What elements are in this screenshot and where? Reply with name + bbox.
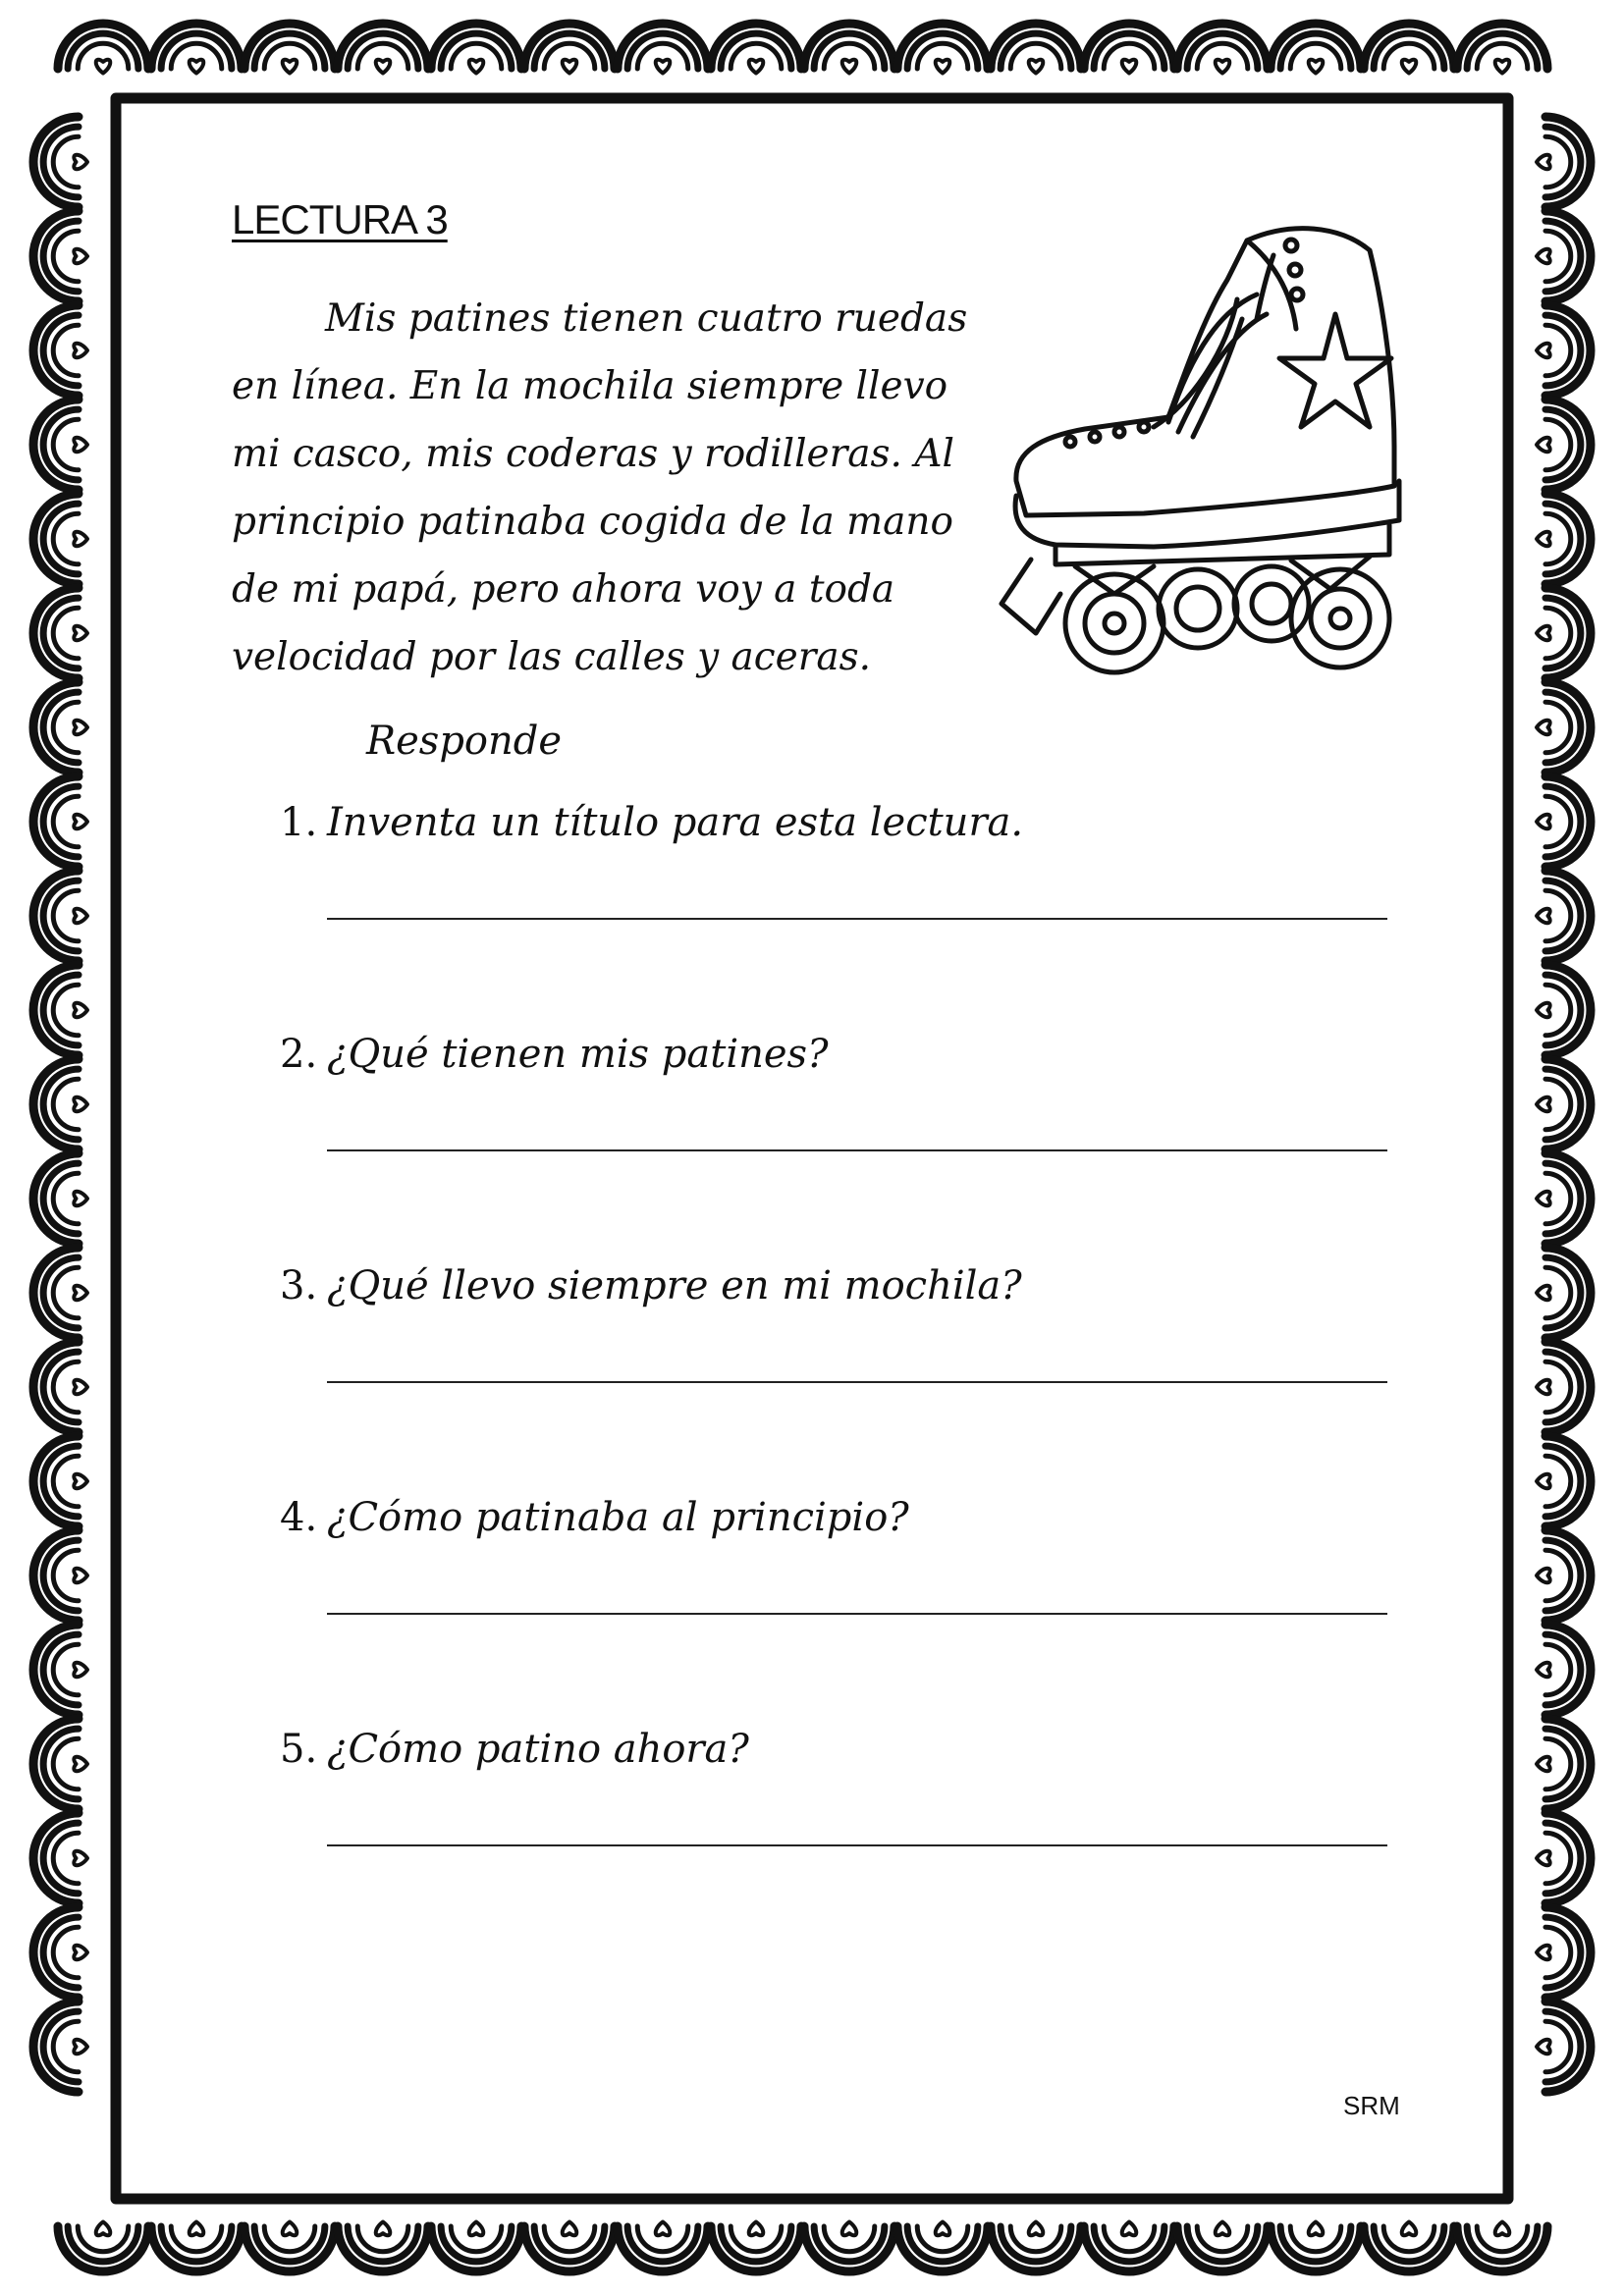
question-list bbox=[280, 795, 1527, 1953]
question-item bbox=[280, 1027, 1527, 1258]
question-number: 5. bbox=[280, 1727, 318, 1772]
question-number: 4. bbox=[280, 1495, 318, 1540]
answer-line[interactable] bbox=[327, 918, 1387, 920]
reading-text bbox=[232, 285, 978, 691]
question-item bbox=[280, 1490, 1527, 1722]
worksheet-title: LECTURA 3 bbox=[232, 196, 448, 242]
question-text bbox=[280, 1722, 1527, 1777]
answer-line[interactable] bbox=[327, 1381, 1387, 1383]
question-number: 2. bbox=[280, 1032, 318, 1077]
question-item bbox=[280, 795, 1527, 1027]
question-label: Inventa un título para esta lectura. bbox=[327, 800, 1024, 845]
question-label: ¿Qué llevo siempre en mi mochila? bbox=[327, 1263, 1022, 1308]
answer-line[interactable] bbox=[327, 1149, 1387, 1151]
answer-line[interactable] bbox=[327, 1844, 1387, 1846]
question-text bbox=[280, 1027, 1527, 1082]
question-label: ¿Cómo patino ahora? bbox=[327, 1727, 749, 1772]
question-item bbox=[280, 1722, 1527, 1953]
question-label: ¿Cómo patinaba al principio? bbox=[327, 1495, 909, 1540]
roller-skate-icon bbox=[997, 201, 1434, 692]
question-text bbox=[280, 1258, 1527, 1313]
reading-paragraph: Mis patines tienen cuatro ruedas en línea. En la mochila siempre llevo mi casco, mis coderas y rodilleras. Al principio patinaba cogida de la mano de mi papá, pero ahora voy a toda velocidad por las calles y aceras. bbox=[232, 296, 968, 679]
question-text bbox=[280, 1490, 1527, 1545]
question-label: ¿Qué tienen mis patines? bbox=[327, 1032, 829, 1077]
question-number: 3. bbox=[280, 1263, 318, 1308]
responde-heading: Responde bbox=[366, 719, 563, 764]
question-item bbox=[280, 1258, 1527, 1490]
answer-line[interactable] bbox=[327, 1613, 1387, 1615]
worksheet bbox=[118, 98, 1532, 2209]
question-text bbox=[280, 795, 1527, 850]
question-number: 1. bbox=[280, 800, 318, 845]
author-initials: SRM bbox=[1343, 2091, 1400, 2120]
